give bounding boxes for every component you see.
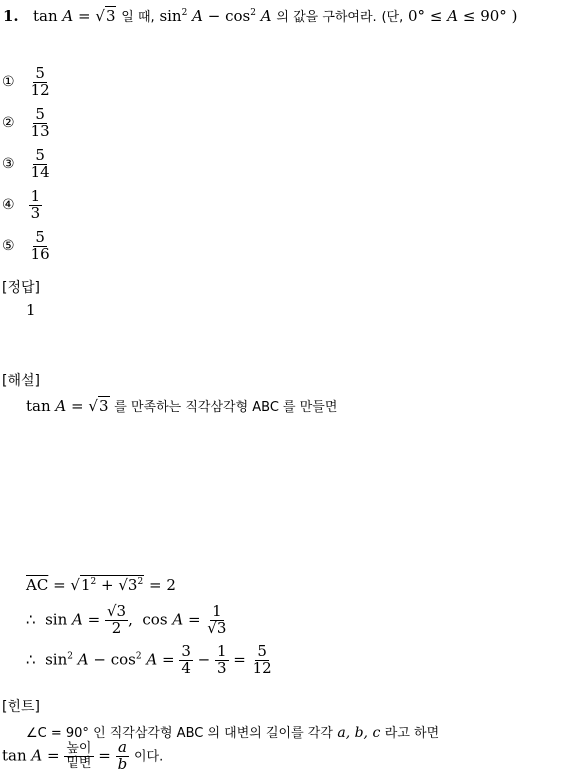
- choice-mark: ①: [2, 74, 15, 91]
- answer-value: 1: [26, 301, 36, 319]
- therefore-symbol: ∴: [26, 610, 36, 629]
- sq1: 2: [181, 8, 188, 18]
- frac-den: 13: [30, 121, 50, 140]
- frac-den: 3: [216, 658, 227, 677]
- eq: =: [78, 7, 91, 25]
- hint-label: [힌트]: [2, 699, 40, 715]
- frac-num: a: [117, 738, 127, 756]
- frac-den: 16: [30, 244, 50, 263]
- hint-end: 라고 하면: [384, 726, 440, 741]
- tan-text: tan: [32, 7, 58, 25]
- frac-den: 4: [181, 658, 191, 677]
- choice-3[interactable]: [2, 148, 52, 181]
- range-90: 90°: [480, 7, 507, 25]
- var-a: A: [72, 610, 83, 629]
- tan-text: tan: [26, 397, 51, 415]
- frac-den: √3: [207, 618, 227, 637]
- frac-3-4: [179, 644, 193, 677]
- range-close: ): [511, 7, 518, 25]
- frac-num: 5: [35, 228, 45, 246]
- ac-rhs: = 2: [149, 576, 176, 594]
- var-a: A: [55, 397, 67, 415]
- range-zero: 0°: [408, 7, 426, 25]
- explanation-line1: tan A = √3 를 만족하는 직각삼각형 ABC 를 만들면: [26, 397, 338, 415]
- choice-mark: ⑤: [2, 238, 15, 255]
- leq2: ≤: [462, 7, 476, 25]
- frac-result: [251, 644, 274, 677]
- frac-den: 12: [30, 80, 50, 99]
- cond-text: 일 때,: [121, 10, 155, 25]
- eq: =: [71, 397, 84, 415]
- sq: 2: [67, 651, 73, 662]
- var-a2: A: [192, 7, 203, 25]
- question-suffix: 의 값을 구하여라.: [276, 10, 377, 25]
- frac-num: 5: [35, 105, 45, 123]
- cos-text: cos: [110, 650, 136, 669]
- choice-2[interactable]: [2, 107, 52, 140]
- cos-frac: [205, 604, 228, 637]
- sq2: 2: [250, 8, 256, 18]
- frac-den: 밑변: [66, 755, 92, 771]
- segment-ac: $\overline{AC}$: [26, 576, 49, 594]
- frac-den: 2: [111, 618, 122, 637]
- choice-5[interactable]: [2, 230, 52, 263]
- minus: −: [207, 7, 221, 25]
- hint-b: b,: [354, 725, 369, 741]
- hint-line1: [26, 722, 439, 741]
- choice-fraction: [29, 148, 52, 181]
- hint-text: ∠C = 90° 인 직각삼각형 ABC 의 대변의 길이를 각각: [26, 726, 333, 741]
- sin-cos-line: ∴ sin A = $\frac{√3}{2}$ , cos A = $\frac{1}{√3}$: [26, 602, 227, 637]
- choice-mark: ④: [2, 197, 15, 214]
- sin-text: sin: [45, 650, 68, 669]
- hint-frac: [64, 742, 93, 770]
- question-line: 1. tan A = √3 일 때, $\sin^2 A - \cos^2 A$ 의 값을 구하여라. (단, 0° ≤ A ≤ 90° ): [3, 7, 518, 25]
- frac-num: 3: [181, 642, 191, 660]
- choice-mark: ②: [2, 115, 15, 132]
- sin-frac: [105, 604, 128, 637]
- var-a: A: [146, 650, 158, 669]
- frac-1-3: [215, 644, 229, 677]
- frac-num: 5: [257, 642, 267, 660]
- frac-den: b: [117, 754, 128, 773]
- choice-fraction: [29, 230, 52, 263]
- var-a3: A: [260, 7, 272, 25]
- therefore-symbol: ∴: [26, 650, 36, 669]
- var-a4: A: [447, 7, 459, 25]
- ac-equation: $\overline{AC} = √1^2 + √3^2 = 2$: [26, 576, 176, 594]
- hint-line2: tan A = $\frac{\text{높이}}{\text{밑변}}$ = $\frac{a}{b}$ 이다.: [2, 738, 164, 773]
- range-open: (단,: [381, 10, 404, 25]
- question-number: 1.: [3, 7, 19, 25]
- result-line: ∴ $\sin^2 A - \cos^2 A$ = $\frac{3}{4}$ − $\frac{1}{3}$ = $\frac{5}{12}$: [26, 642, 272, 677]
- var-a: A: [31, 746, 43, 765]
- sqrt-3: 3: [105, 7, 116, 25]
- frac-num: 5: [35, 146, 45, 164]
- choice-fraction: [29, 107, 52, 140]
- choice-1[interactable]: [2, 66, 52, 99]
- explanation-label: [해설]: [2, 373, 40, 389]
- choice-fraction: [29, 189, 43, 222]
- frac-den: 14: [30, 162, 50, 181]
- tan-text: tan: [2, 746, 27, 765]
- choice-4[interactable]: [2, 189, 42, 222]
- frac-num: 1: [30, 187, 41, 205]
- sqrt-3: 3: [98, 397, 109, 415]
- choice-mark: ③: [2, 156, 15, 173]
- var-a: A: [62, 7, 74, 25]
- sin-text: sin: [45, 610, 68, 629]
- frac-num: 5: [35, 64, 45, 82]
- frac-den: 3: [30, 203, 41, 222]
- sq: 2: [135, 651, 142, 662]
- cos-text: cos: [142, 610, 168, 629]
- frac-num: 높이: [66, 741, 92, 757]
- hint-frac-ab: [116, 740, 130, 773]
- answer-label: [정답]: [2, 280, 40, 296]
- sin-text: sin: [159, 7, 182, 25]
- cos-text: cos: [225, 7, 251, 25]
- frac-den: 12: [252, 658, 272, 677]
- frac-num: 1: [216, 642, 227, 660]
- var-a: A: [77, 650, 89, 669]
- var-a: A: [172, 610, 184, 629]
- explanation-text: 를 만족하는 직각삼각형 ABC 를 만들면: [114, 400, 338, 415]
- choice-fraction: [29, 66, 52, 99]
- leq1: ≤: [429, 7, 443, 25]
- hint-final: 이다.: [134, 749, 164, 765]
- frac-num: 1: [212, 602, 222, 620]
- hint-c: c: [372, 725, 381, 741]
- frac-num: √3: [106, 602, 127, 620]
- hint-a: a,: [337, 725, 351, 741]
